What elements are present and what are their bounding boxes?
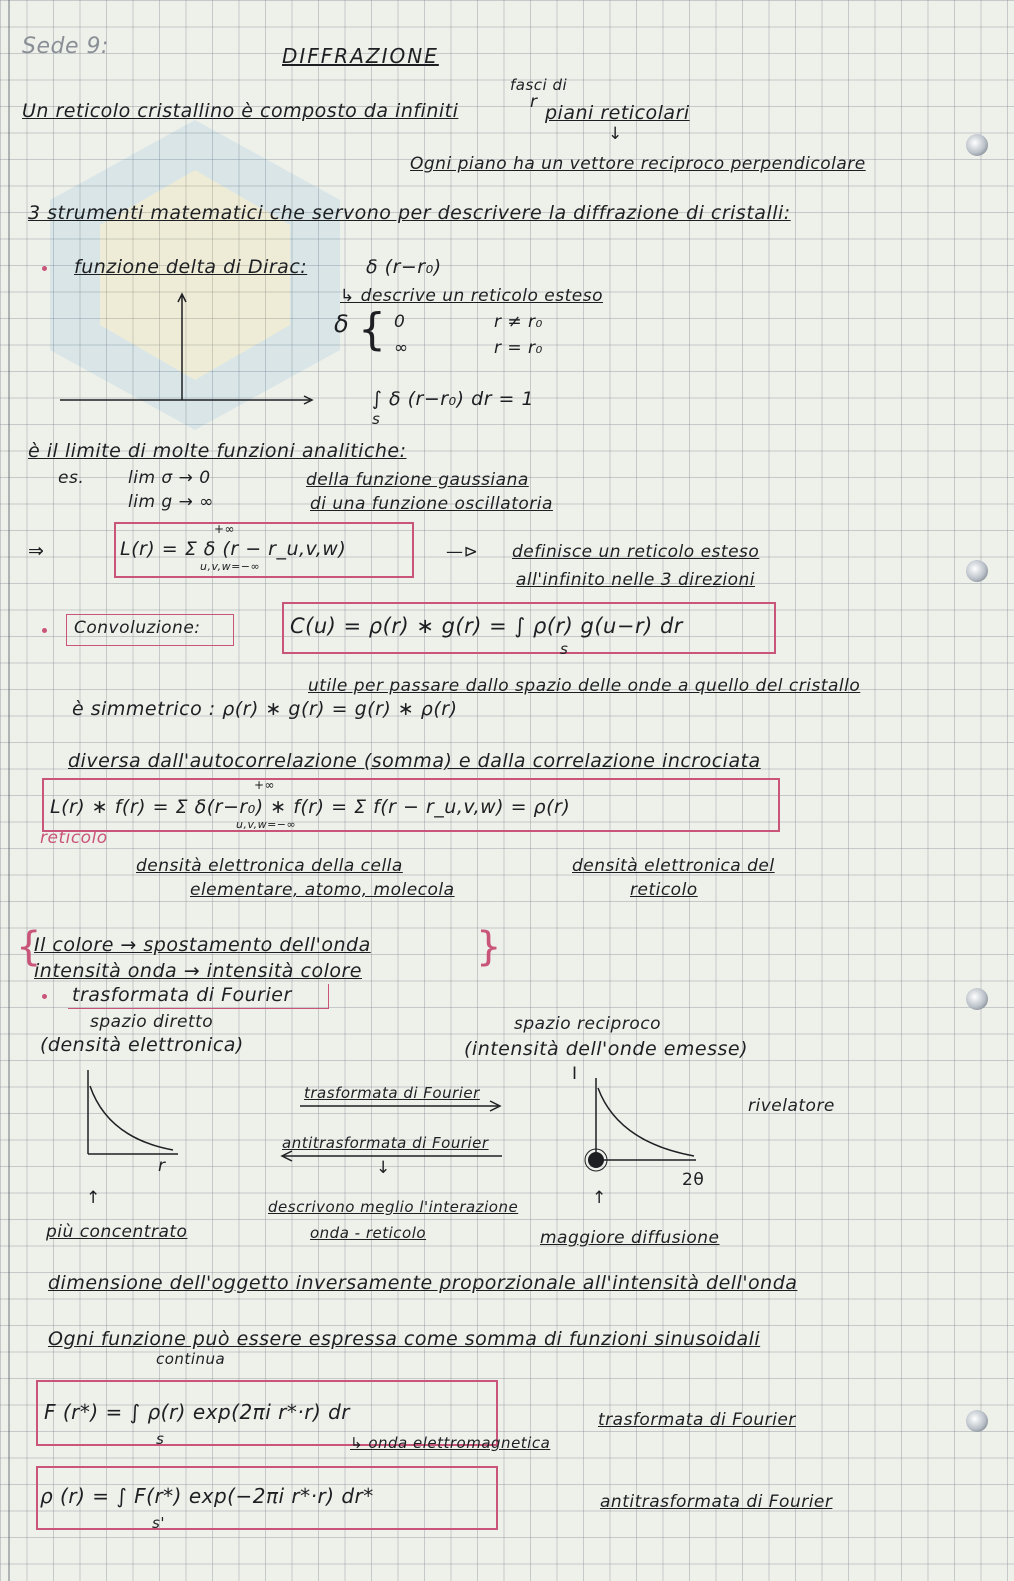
graph-left-x-label: r [158, 1156, 166, 1176]
lattice-arrow: —⊳ [446, 542, 479, 562]
intro-r: r [530, 92, 538, 112]
middle-note-1: descrivono meglio l'interazione [268, 1198, 519, 1216]
right-graph-note: maggiore diffusione [540, 1228, 720, 1248]
graph-right-y-label: I [572, 1064, 578, 1084]
detector-label: rivelatore [748, 1096, 835, 1116]
bullet-dot [42, 994, 47, 999]
convolution-formula: C(u) = ρ(r) ∗ g(r) = ∫ ρ(r) g(u−r) dr [290, 614, 683, 638]
up-arrow-right-icon: ↑ [592, 1188, 607, 1208]
delta-formula: δ (r−r₀) [366, 256, 442, 278]
sum-line: Ogni funzione può essere espressa come somma di funzioni sinusoidali [48, 1328, 761, 1350]
reciprocal-space-graph [586, 1076, 706, 1176]
lattice-desc-1: definisce un reticolo esteso [512, 542, 760, 562]
delta-case2-cond: r = r₀ [494, 338, 543, 358]
intro-line-1: Un reticolo cristallino è composto da infiniti [22, 100, 459, 122]
delta-case2-val: ∞ [394, 338, 409, 358]
graph-right-x-label: 2θ [682, 1170, 705, 1190]
middle-note-2: onda - reticolo [310, 1224, 427, 1242]
binder-ring-2 [966, 560, 988, 582]
intensity-brace-right: } [476, 924, 502, 970]
reciprocal-space: spazio reciproco [514, 1014, 661, 1034]
page-title: DIFFRAZIONE [282, 44, 439, 68]
intro-line-2: Ogni piano ha un vettore reciproco perpendicolare [410, 154, 866, 174]
convolution-integral-sub: s [560, 640, 569, 658]
up-arrow-left-icon: ↑ [86, 1188, 101, 1208]
left-note-1: densità elettronica della cella [136, 856, 403, 876]
delta-case1-cond: r ≠ r₀ [494, 312, 543, 332]
convolution-use: utile per passare dallo spazio delle onde a quello del cristallo [308, 676, 861, 696]
lattice-sum-bottom: u,v,w=−∞ [200, 560, 261, 573]
lim2: lim g → ∞ [128, 492, 214, 512]
fourier-formula-1: F (r*) = ∫ ρ(r) exp(2πi r*·r) dr [44, 1400, 351, 1424]
fourier-formula-1-label: trasformata di Fourier [598, 1410, 796, 1430]
big-sum-bottom: u,v,w=−∞ [236, 818, 297, 831]
left-graph-note: più concentrato [46, 1222, 188, 1242]
delta-symbol: δ [334, 310, 350, 338]
convolution-diff: diversa dall'autocorrelazione (somma) e dalla correlazione incrociata [68, 750, 761, 772]
right-note-1: densità elettronica del [572, 856, 775, 876]
insert-fasci-di: fasci di [510, 76, 568, 94]
bullet-dot [42, 628, 47, 633]
binder-ring-3 [966, 988, 988, 1010]
limit-line: è il limite di molte funzioni analitiche: [28, 440, 407, 462]
convolution-symmetric: è simmetrico : ρ(r) ∗ g(r) = g(r) ∗ ρ(r) [72, 698, 458, 720]
delta-case1-val: 0 [394, 312, 406, 332]
delta-desc: ↳ descrive un reticolo esteso [340, 286, 604, 306]
big-sum-top: +∞ [254, 778, 276, 792]
intro-line-3: 3 strumenti matematici che servono per descrivere la diffrazione di cristalli: [28, 202, 791, 224]
delta-label: funzione delta di Dirac: [74, 256, 308, 278]
direct-space-sub: (densità elettronica) [40, 1034, 244, 1056]
binder-ring-1 [966, 134, 988, 156]
bullet-dot [42, 266, 47, 271]
binder-ring-4 [966, 1410, 988, 1432]
down-arrow-icon: ↓ [608, 124, 623, 144]
delta-brace: { [358, 304, 387, 355]
fourier-formula-2-sub: s' [152, 1514, 165, 1532]
big-formula: L(r) ∗ f(r) = Σ δ(r−r₀) ∗ f(r) = Σ f(r − r_u,v,w) = ρ(r) [50, 796, 571, 818]
intensity-brace-left: { [16, 924, 42, 970]
reticolo-label: reticolo [40, 828, 108, 848]
lattice-desc-2: all'infinito nelle 3 direzioni [516, 570, 755, 590]
sum-insert: continua [156, 1350, 226, 1368]
dimension-line: dimensione dell'oggetto inversamente proporzionale all'intensità dell'onda [48, 1272, 798, 1294]
lattice-sum-top: +∞ [214, 522, 236, 536]
fourier-label: trasformata di Fourier [72, 984, 292, 1006]
direct-space-graph [78, 1068, 188, 1168]
lim1: lim σ → 0 [128, 468, 211, 488]
fourier-formula-2-label: antitrasformata di Fourier [600, 1492, 833, 1512]
convolution-label: Convoluzione: [74, 618, 201, 638]
right-note-2: reticolo [630, 880, 698, 900]
lim2-desc: di una funzione oscillatoria [310, 494, 553, 514]
arrow-forward-label: trasformata di Fourier [304, 1084, 480, 1102]
delta-integral-sub: s [372, 410, 381, 428]
es-label: es. [58, 468, 85, 488]
direct-space: spazio diretto [90, 1012, 214, 1032]
fourier-formula-1-sub: s [156, 1430, 165, 1448]
intensity-line-2: intensità onda → intensità colore [34, 960, 362, 982]
lecture-label: Sede 9: [22, 34, 109, 59]
down-arrow-icon: ↓ [376, 1158, 391, 1178]
arrow-back-label: antitrasformata di Fourier [282, 1134, 489, 1152]
implies-arrow: ⇒ [28, 540, 45, 562]
reciprocal-space-sub: (intensità dell'onde emesse) [464, 1038, 748, 1060]
delta-integral: ∫ δ (r−r₀) dr = 1 [372, 388, 535, 410]
left-note-2: elementare, atomo, molecola [190, 880, 455, 900]
intro-line-1b: piani reticolari [545, 102, 690, 124]
intensity-line-1: Il colore → spostamento dell'onda [34, 934, 371, 956]
delta-graph [60, 292, 320, 412]
margin-line [8, 0, 10, 1581]
lim1-desc: della funzione gaussiana [306, 470, 529, 490]
fourier-formula-2: ρ (r) = ∫ F(r*) exp(−2πi r*·r) dr* [40, 1484, 374, 1508]
fourier-formula-1-note: ↳ onda elettromagnetica [350, 1434, 551, 1452]
lattice-formula: L(r) = Σ δ (r − r_u,v,w) [120, 538, 347, 560]
